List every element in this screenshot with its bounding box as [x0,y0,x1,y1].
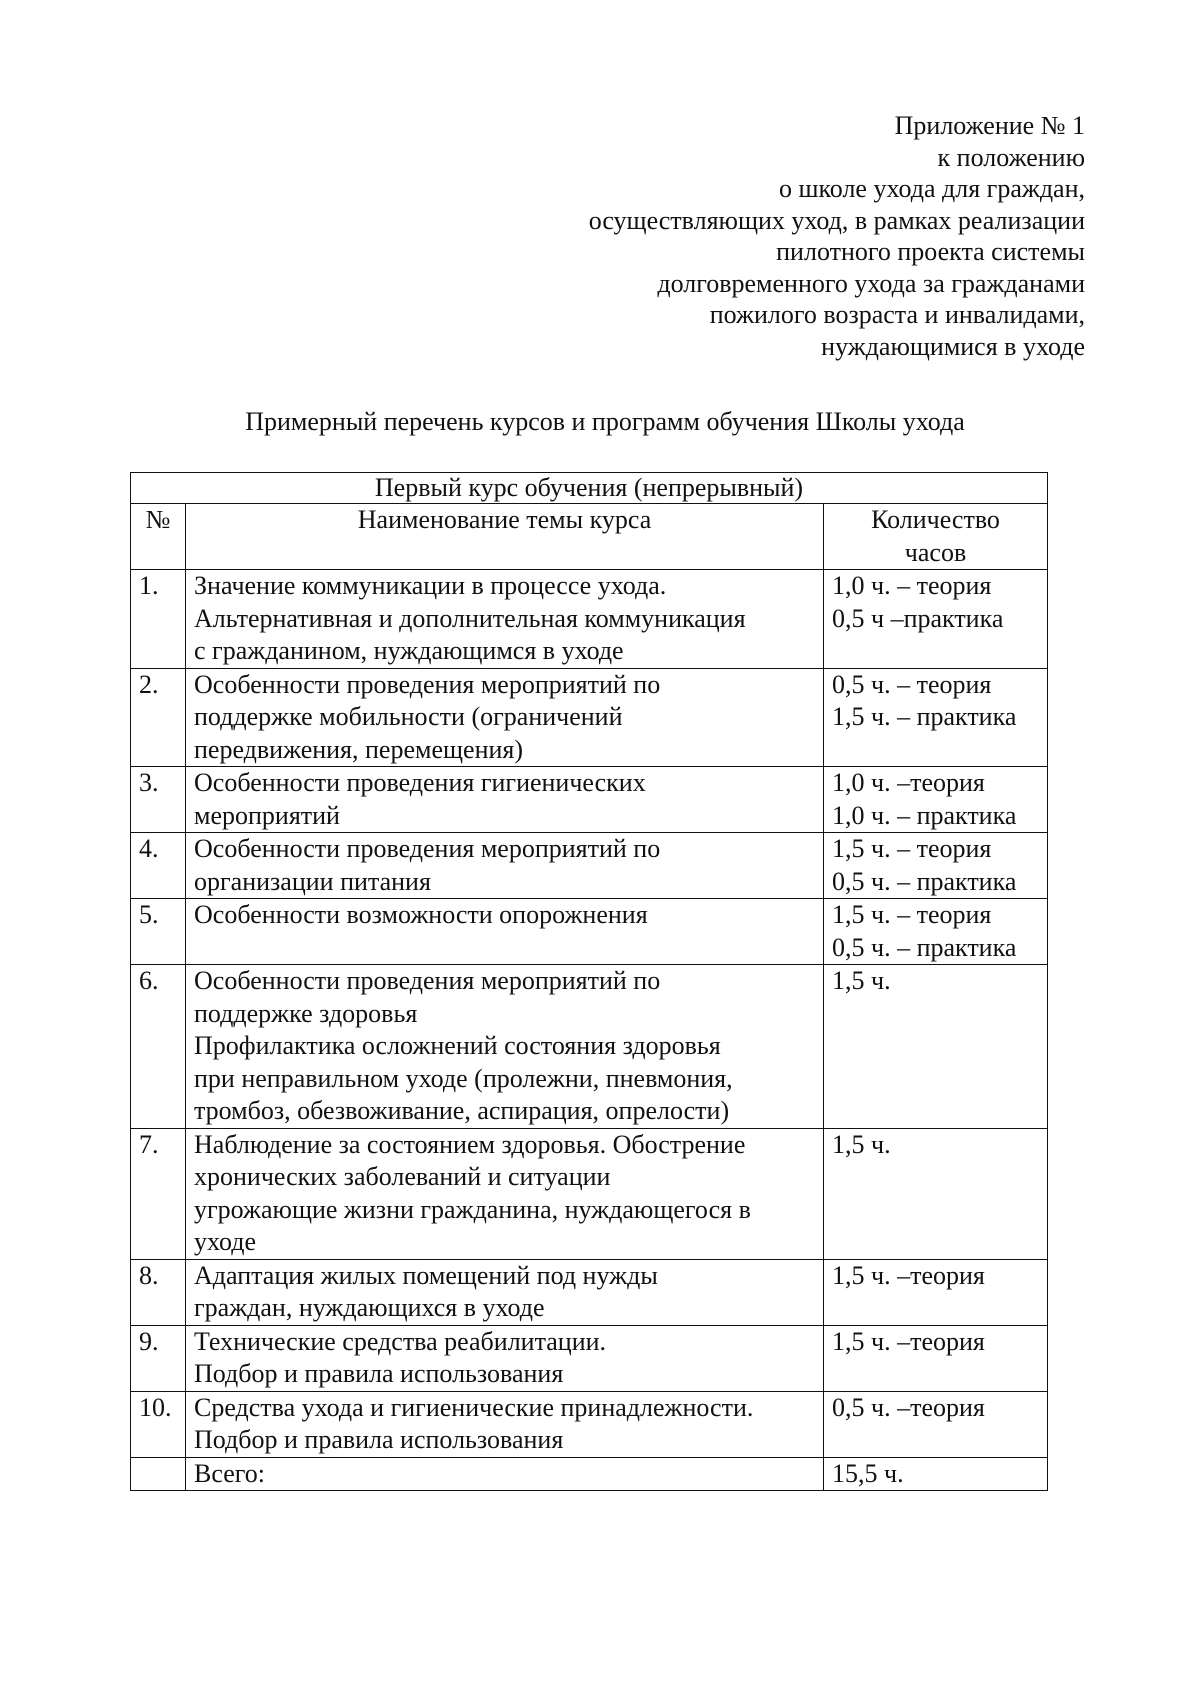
attachment-line: о школе ухода для граждан, [778,174,1085,203]
row-hours [824,965,1048,1129]
topic-line: при неправильном уходе (пролежни, пневмония, [194,1063,733,1093]
table-row [131,668,1048,767]
row-number: 4. [131,833,186,899]
table-row [131,1128,1048,1259]
topic-line: поддержке мобильности (ограничений [194,702,623,731]
topic-line: Особенности проведения мероприятий по [194,834,661,863]
topic-line: Подбор и правила использования [194,1425,564,1454]
topic-line: тромбоз, обезвоживание, аспирация, опрелости) [194,1096,730,1125]
row-number: 2. [131,668,186,767]
row-hours [824,1259,1048,1325]
total-hours: 15,5 ч. [824,1457,1048,1491]
row-hours [824,570,1048,669]
row-hours [824,1325,1048,1391]
attachment-line: нуждающимися в уходе [821,331,1085,361]
attachment-line: долговременного ухода за гражданами [657,268,1085,298]
row-hours [824,833,1048,899]
hours-line: 0,5 ч. – теория [832,669,992,699]
topic-line: Особенности проведения мероприятий по [194,966,661,995]
topic-line: Профилактика осложнений состояния здоровья [194,1031,721,1060]
hours-line: 0,5 ч. – практика [832,932,1017,962]
total-number [131,1457,186,1491]
row-number: 9. [131,1325,186,1391]
row-topic [186,1259,824,1325]
table-row [131,767,1048,833]
row-hours [824,1128,1048,1259]
topic-line: Подбор и правила использования [194,1359,564,1388]
topic-line: Средства ухода и гигиенические принадлежности. [194,1392,754,1422]
row-topic [186,1128,824,1259]
hours-line: 1,5 ч. – теория [832,900,992,929]
table-row [131,965,1048,1129]
column-header-hours [824,504,1048,570]
hours-line: 0,5 ч. – практика [832,866,1017,896]
topic-line: Наблюдение за состоянием здоровья. Обострение [194,1129,746,1159]
document-title: Примерный перечень курсов и программ обучения Школы ухода [245,407,965,436]
topic-line: Особенности возможности опорожнения [194,900,648,929]
table-caption: Первый курс обучения (непрерывный) [131,473,1048,504]
total-label: Всего: [186,1457,824,1491]
topic-line: передвижения, перемещения) [194,734,524,764]
row-number: 1. [131,570,186,669]
hours-line: 1,5 ч. – практика [832,702,1017,731]
table-row [131,1391,1048,1457]
topic-line: Технические средства реабилитации. [194,1326,607,1356]
hours-line: 0,5 ч. –теория [832,1392,985,1422]
topic-line: хронических заболеваний и ситуации [194,1162,611,1191]
row-hours [824,767,1048,833]
topic-line: с гражданином, нуждающимся в уходе [194,636,624,665]
hours-line: 1,5 ч. –теория [832,1326,985,1356]
row-number: 6. [131,965,186,1129]
row-topic [186,899,824,965]
column-header-hours-line: часов [904,537,967,567]
course-table [130,472,1048,1491]
table-row [131,833,1048,899]
row-topic [186,965,824,1129]
topic-line: организации питания [194,866,431,896]
table-caption-row [131,473,1048,504]
topic-line: Особенности проведения мероприятий по [194,669,661,699]
hours-line: 1,5 ч. [832,1129,891,1159]
row-hours [824,1391,1048,1457]
topic-line: Значение коммуникации в процессе ухода. [194,571,667,600]
attachment-line: к положению [937,142,1085,172]
table-row [131,899,1048,965]
row-number: 8. [131,1259,186,1325]
row-number: 7. [131,1128,186,1259]
topic-line: граждан, нуждающихся в уходе [194,1293,545,1322]
column-header-topic: Наименование темы курса [186,504,824,570]
attachment-line: Приложение № 1 [894,111,1085,140]
hours-line: 1,0 ч. – практика [832,800,1017,830]
topic-line: Адаптация жилых помещений под нужды [194,1260,658,1290]
column-header-number: № [131,504,186,570]
row-number: 5. [131,899,186,965]
attachment-line: пожилого возраста и инвалидами, [709,300,1085,329]
row-number: 3. [131,767,186,833]
hours-line: 1,0 ч. –теория [832,768,985,797]
row-topic [186,1325,824,1391]
row-topic [186,668,824,767]
table-row [131,1259,1048,1325]
attachment-line: пилотного проекта системы [776,237,1085,266]
attachment-header [589,110,1085,362]
row-topic [186,767,824,833]
row-topic [186,570,824,669]
table-row [131,570,1048,669]
hours-line: 1,5 ч. – теория [832,834,992,863]
topic-line: Особенности проведения гигиенических [194,768,646,797]
table-header-row [131,504,1048,570]
attachment-line: осуществляющих уход, в рамках реализации [588,205,1085,235]
table-row [131,1325,1048,1391]
row-hours [824,668,1048,767]
hours-line: 0,5 ч –практика [832,603,1004,633]
topic-line: угрожающие жизни гражданина, нуждающегося в [194,1194,751,1224]
topic-line: мероприятий [194,800,340,830]
hours-line: 1,5 ч. –теория [832,1260,985,1290]
topic-line: уходе [194,1227,257,1256]
hours-line: 1,5 ч. [832,966,891,995]
topic-line: поддержке здоровья [194,998,418,1028]
table-total-row [131,1457,1048,1491]
column-header-hours-line: Количество [871,505,1000,534]
hours-line: 1,0 ч. – теория [832,571,992,600]
row-hours [824,899,1048,965]
row-number: 10. [131,1391,186,1457]
row-topic [186,1391,824,1457]
topic-line: Альтернативная и дополнительная коммуникация [194,603,746,633]
row-topic [186,833,824,899]
